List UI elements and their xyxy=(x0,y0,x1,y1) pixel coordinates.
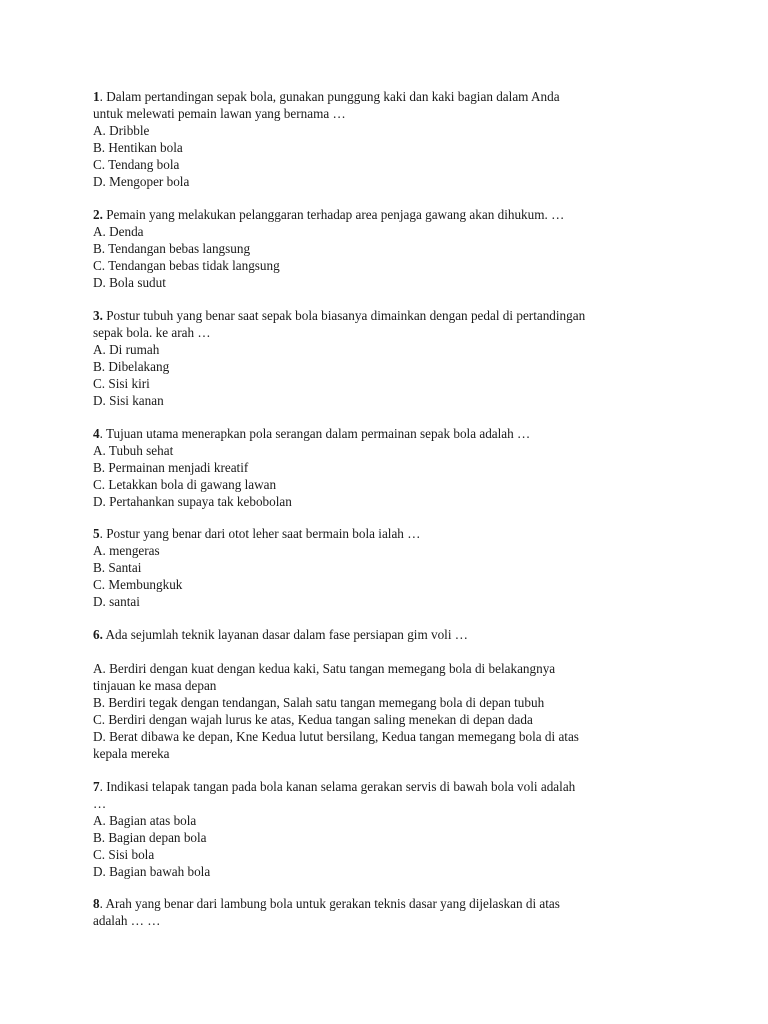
question-number: 7 xyxy=(93,779,100,794)
question-stem-continued: adalah … … xyxy=(93,913,161,928)
question-5 xyxy=(93,525,693,610)
question-number: 3. xyxy=(93,308,103,323)
answer-option: C. Berdiri dengan wajah lurus ke atas, Kedua tangan saling menekan di depan dada xyxy=(93,712,533,727)
answer-option: C. Membungkuk xyxy=(93,577,183,592)
question-stem-continued: untuk melewati pemain lawan yang bernama … xyxy=(93,106,346,121)
question-7 xyxy=(93,778,693,880)
question-stem: 7. Indikasi telapak tangan pada bola kanan selama gerakan servis di bawah bola voli adalah xyxy=(93,779,576,794)
answer-option: A. mengeras xyxy=(93,543,160,558)
question-number: 1 xyxy=(93,89,100,104)
answer-option: A. Di rumah xyxy=(93,342,160,357)
question-stem-continued: sepak bola. ke arah … xyxy=(93,325,211,340)
answer-option: D. Berat dibawa ke depan, Kne Kedua lutut bersilang, Kedua tangan memegang bola di atas xyxy=(93,729,579,744)
answer-option: B. Bagian depan bola xyxy=(93,830,207,845)
question-6 xyxy=(93,626,693,762)
question-2 xyxy=(93,206,693,291)
answer-option: B. Berdiri tegak dengan tendangan, Salah satu tangan memegang bola di depan tubuh xyxy=(93,695,545,710)
question-stem: 3. Postur tubuh yang benar saat sepak bola biasanya dimainkan dengan pedal di pertandingan xyxy=(93,308,586,323)
question-stem: 8. Arah yang benar dari lambung bola untuk gerakan teknis dasar yang dijelaskan di atas xyxy=(93,896,560,911)
answer-option: C. Sisi bola xyxy=(93,847,155,862)
answer-option: D. Pertahankan supaya tak kebobolan xyxy=(93,494,292,509)
question-3 xyxy=(93,307,693,409)
question-stem: 4. Tujuan utama menerapkan pola serangan dalam permainan sepak bola adalah … xyxy=(93,426,531,441)
answer-option: C. Tendangan bebas tidak langsung xyxy=(93,258,280,273)
answer-option: C. Letakkan bola di gawang lawan xyxy=(93,477,277,492)
question-stem: 1. Dalam pertandingan sepak bola, gunakan punggung kaki dan kaki bagian dalam Anda xyxy=(93,89,560,104)
answer-option: A. Denda xyxy=(93,224,144,239)
question-number: 8 xyxy=(93,896,100,911)
question-number: 6. xyxy=(93,627,103,642)
answer-option: D. Sisi kanan xyxy=(93,393,164,408)
answer-option: A. Berdiri dengan kuat dengan kedua kaki, Satu tangan memegang bola di belakangnya xyxy=(93,661,556,676)
answer-option: A. Bagian atas bola xyxy=(93,813,197,828)
answer-option-continued: tinjauan ke masa depan xyxy=(93,678,217,693)
question-8 xyxy=(93,895,693,929)
question-4 xyxy=(93,425,693,510)
answer-option: C. Sisi kiri xyxy=(93,376,150,391)
answer-option: D. Bagian bawah bola xyxy=(93,864,211,879)
answer-option: B. Santai xyxy=(93,560,142,575)
answer-option-continued: kepala mereka xyxy=(93,746,170,761)
question-stem: 5. Postur yang benar dari otot leher saat bermain bola ialah … xyxy=(93,526,421,541)
answer-option: B. Dibelakang xyxy=(93,359,170,374)
answer-option: B. Tendangan bebas langsung xyxy=(93,241,251,256)
answer-option: D. Mengoper bola xyxy=(93,174,190,189)
answer-option: B. Permainan menjadi kreatif xyxy=(93,460,249,475)
question-stem: 2. Pemain yang melakukan pelanggaran terhadap area penjaga gawang akan dihukum. … xyxy=(93,207,565,222)
answer-option: D. Bola sudut xyxy=(93,275,166,290)
question-stem: 6. Ada sejumlah teknik layanan dasar dalam fase persiapan gim voli … xyxy=(93,627,468,642)
blank-line xyxy=(93,643,693,660)
answer-option: A. Dribble xyxy=(93,123,150,138)
question-1 xyxy=(93,88,693,190)
question-number: 2. xyxy=(93,207,103,222)
question-number: 4 xyxy=(93,426,100,441)
answer-option: C. Tendang bola xyxy=(93,157,180,172)
answer-option: B. Hentikan bola xyxy=(93,140,183,155)
answer-option: D. santai xyxy=(93,594,140,609)
question-stem-continued: … xyxy=(93,796,107,811)
question-number: 5 xyxy=(93,526,100,541)
answer-option: A. Tubuh sehat xyxy=(93,443,174,458)
